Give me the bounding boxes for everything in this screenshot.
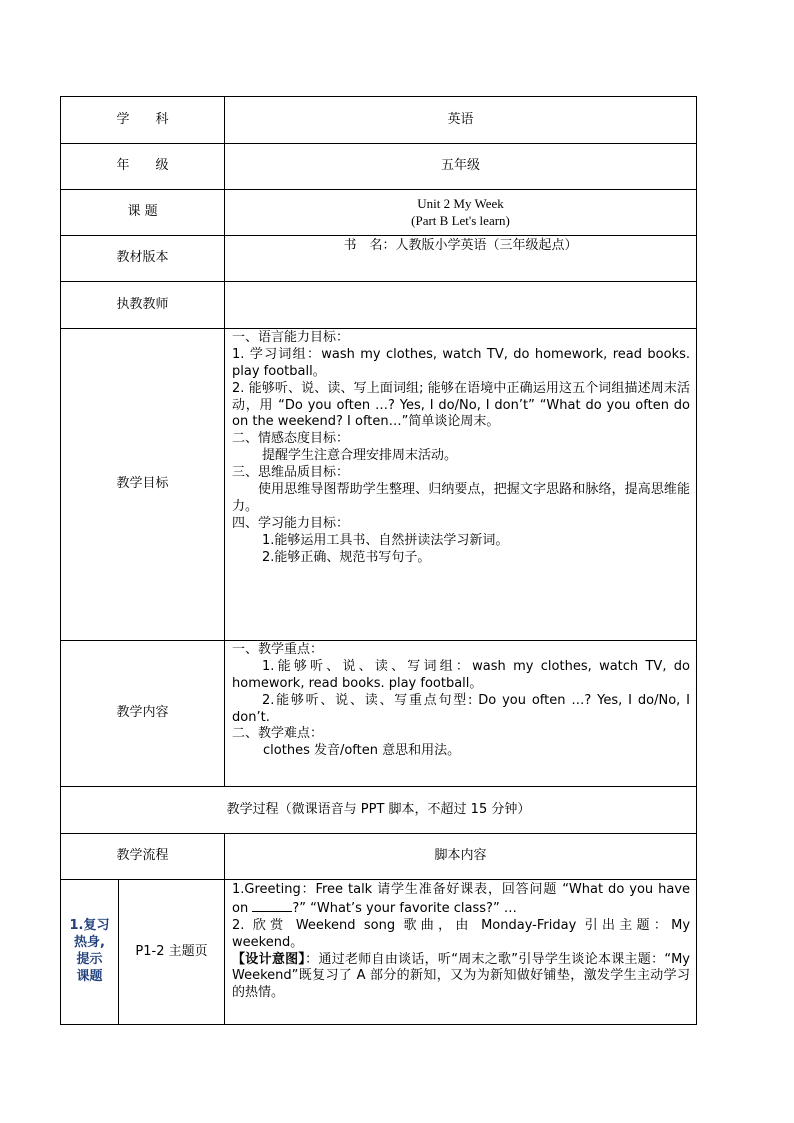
design-intent-label: 【设计意图】 [232, 951, 306, 967]
goals-line: 一、语言能力目标： [232, 330, 350, 345]
textbook-label: 教材版本 [61, 236, 225, 282]
script-para-1 [232, 882, 690, 918]
teacher-label: 执教教师 [61, 282, 225, 329]
process-header-row [61, 787, 697, 834]
script-para-2: 2. 欣赏 Weekend song 歌曲，由 Monday-Friday 引出主题：My weekend。 [232, 917, 691, 950]
content-line: 1.能够听、说、读、写词组：wash my clothes, watch TV, do homework, read books. play football。 [232, 658, 691, 691]
goals-line: 三、思维品质目标： [232, 465, 350, 481]
grade-row [61, 144, 697, 190]
answer-blank [252, 899, 292, 912]
content-row [61, 641, 697, 787]
topic-label: 课 题 [61, 190, 225, 236]
step1-slide: P1-2 主题页 [119, 880, 225, 1025]
content-line: clothes 发音/often 意思和用法。 [263, 743, 461, 759]
subject-row [61, 97, 697, 144]
content-content [225, 641, 697, 787]
goals-line: 1.能够运用工具书、自然拼读法学习新词。 [262, 532, 509, 548]
step1-script [225, 880, 697, 1025]
goals-line: 2. 能够听、说、读、写上面词组; 能够在语境中正确运用这五个词组描述周末活动，用 “Do you often …? Yes, I do/No, I don’t” “What do you often do on the weekend? I often…”简单谈论周末。 [232, 380, 691, 430]
step1-stage [61, 880, 119, 1025]
goals-line: 提醒学生注意合理安排周末活动。 [262, 448, 458, 464]
flow-header-row [61, 834, 697, 880]
flow-header-right: 脚本内容 [225, 834, 697, 880]
topic-line-1: Unit 2 My Week [417, 195, 504, 211]
step1-stage-line: 1.复习 [69, 918, 110, 934]
topic-line-2: (Part B Let's learn) [411, 212, 510, 228]
content-line: 2.能够听、说、读、写重点句型: Do you often …? Yes, I do/No, I don’t. [232, 692, 691, 725]
goals-line: 2.能够正确、规范书写句子。 [262, 549, 431, 565]
textbook-row [61, 236, 697, 282]
textbook-value: 书 名：人教版小学英语（三年级起点） [225, 236, 697, 282]
subject-value: 英语 [225, 97, 697, 144]
script-para-3 [232, 952, 690, 1003]
grade-value: 五年级 [225, 144, 697, 190]
grade-label: 年 级 [61, 144, 225, 190]
content-line: 二、教学难点： [232, 726, 324, 742]
subject-label: 学 科 [61, 97, 225, 144]
lesson-plan-table [60, 96, 697, 1025]
step1-stage-line: 课题 [76, 968, 103, 984]
goals-content [225, 329, 697, 641]
goals-line: 使用思维导图帮助学生整理、归纳要点，把握文字思路和脉络，提高思维能力。 [232, 482, 691, 514]
script-para-1-end: ?” “What’s your favorite class?” … [292, 900, 517, 916]
goals-line: 二、情感态度目标： [232, 431, 350, 447]
topic-value [225, 190, 697, 236]
teacher-value [225, 282, 697, 329]
content-label: 教学内容 [61, 641, 225, 787]
goals-line: 四、学习能力目标： [232, 515, 350, 531]
step1-stage-line: 热身, [74, 935, 105, 951]
script-para-1-start: 1.Greeting：Free talk 请学生准备好课表，回答问题 “What do you have on [232, 882, 691, 916]
step1-row [61, 880, 697, 1025]
goals-line: 1. 学习词组：wash my clothes, watch TV, do homework, read books. play football。 [232, 346, 691, 379]
goals-label: 教学目标 [61, 329, 225, 641]
topic-row [61, 190, 697, 236]
teacher-row [61, 282, 697, 329]
flow-header-left: 教学流程 [61, 834, 225, 880]
design-intent-text: ：通过老师自由谈话，听“周末之歌”引导学生谈论本课主题：“My Weekend”既复习了 A 部分的新知，又为为新知做好铺垫，激发学生主动学习的热情。 [232, 951, 691, 1001]
step1-stage-line: 提示 [76, 952, 103, 967]
goals-row [61, 329, 697, 641]
process-header: 教学过程（微课语音与 PPT 脚本，不超过 15 分钟） [61, 787, 697, 834]
content-line: 一、教学重点： [232, 642, 324, 657]
